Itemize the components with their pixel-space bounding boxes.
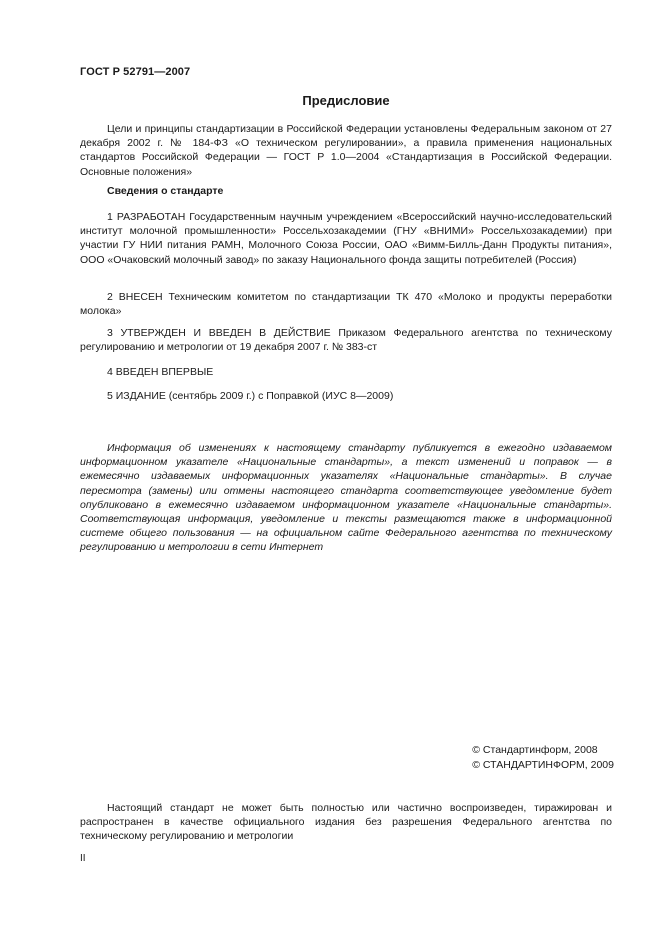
page-number: II bbox=[80, 853, 86, 864]
info-notice-block bbox=[80, 441, 612, 555]
section-heading: Сведения о стандарте bbox=[107, 185, 224, 197]
standard-info-item-4: 4 ВВЕДЕН ВПЕРВЫЕ bbox=[107, 366, 214, 378]
item-block-3 bbox=[80, 326, 612, 354]
copyright-line-1: © Стандартинформ, 2008 bbox=[472, 744, 598, 756]
item-block-5 bbox=[80, 389, 612, 403]
intro-paragraph: Цели и принципы стандартизации в Российской Федерации установлены Федеральным законом от 27 декабря 2002 г. № 184-ФЗ «О техническом регулировании», а правила применения национальных стандартов Российской Федерации — ГОСТ Р 1.0—2004 «Стандартизация в Российской Федерации. Основные положения» bbox=[80, 123, 612, 178]
item-block-4 bbox=[80, 365, 612, 379]
copyright-line-2: © СТАНДАРТИНФОРМ, 2009 bbox=[472, 759, 614, 771]
page-title: Предисловие bbox=[302, 93, 390, 108]
standard-info-item-2: 2 ВНЕСЕН Техническим комитетом по стандартизации ТК 470 «Молоко и продукты переработки молока» bbox=[80, 291, 612, 318]
intro-paragraph-block bbox=[80, 122, 612, 179]
reproduction-notice-block bbox=[80, 801, 612, 844]
standard-info-item-1: 1 РАЗРАБОТАН Государственным научным учреждением «Всероссийский научно-исследовательский институт молочной промышленности» Россельхозакадемии (ГНУ «ВНИМИ» Россельхозакадемии) при участии ГУ НИИ питания РАМН, Молочного Союза России, ОАО «Вимм-Билль-Данн Продукты питания», ООО «Очаковский молочный завод» по заказу Национального фонда защиты потребителей (Россия) bbox=[80, 211, 612, 266]
item-block-1 bbox=[80, 210, 612, 267]
info-notice-paragraph: Информация об изменениях к настоящему стандарту публикуется в ежегодно издаваемом информационном указателе «Национальные стандарты», а текст изменений и поправок — в ежемесячно издаваемых информационных указателях «Национальные стандарты». В случае пересмотра (замены) или отмены настоящего стандарта соответствующее уведомление будет опубликовано в ежемесячно издаваемом информационном указателе «Национальные стандарты». Соответствующая информация, уведомление и тексты размещаются также в информационной системе общего пользования — на официальном сайте Федерального агентства по техническому регулированию и метрологии в сети Интернет bbox=[80, 442, 612, 554]
standard-info-item-5: 5 ИЗДАНИЕ (сентябрь 2009 г.) с Поправкой (ИУС 8—2009) bbox=[107, 390, 394, 402]
reproduction-notice-paragraph: Настоящий стандарт не может быть полностью или частично воспроизведен, тиражирован и распространен в качестве официального издания без разрешения Федерального агентства по техническому регулированию и метрологии bbox=[80, 802, 612, 843]
standard-info-item-3: 3 УТВЕРЖДЕН И ВВЕДЕН В ДЕЙСТВИЕ Приказом Федерального агентства по техническому регулированию и метрологии от 19 декабря 2007 г. № 383-ст bbox=[80, 327, 612, 354]
item-block-2 bbox=[80, 290, 612, 318]
standard-designation: ГОСТ Р 52791—2007 bbox=[80, 66, 191, 78]
section-heading-block bbox=[80, 184, 612, 198]
copyright-block bbox=[472, 743, 614, 773]
